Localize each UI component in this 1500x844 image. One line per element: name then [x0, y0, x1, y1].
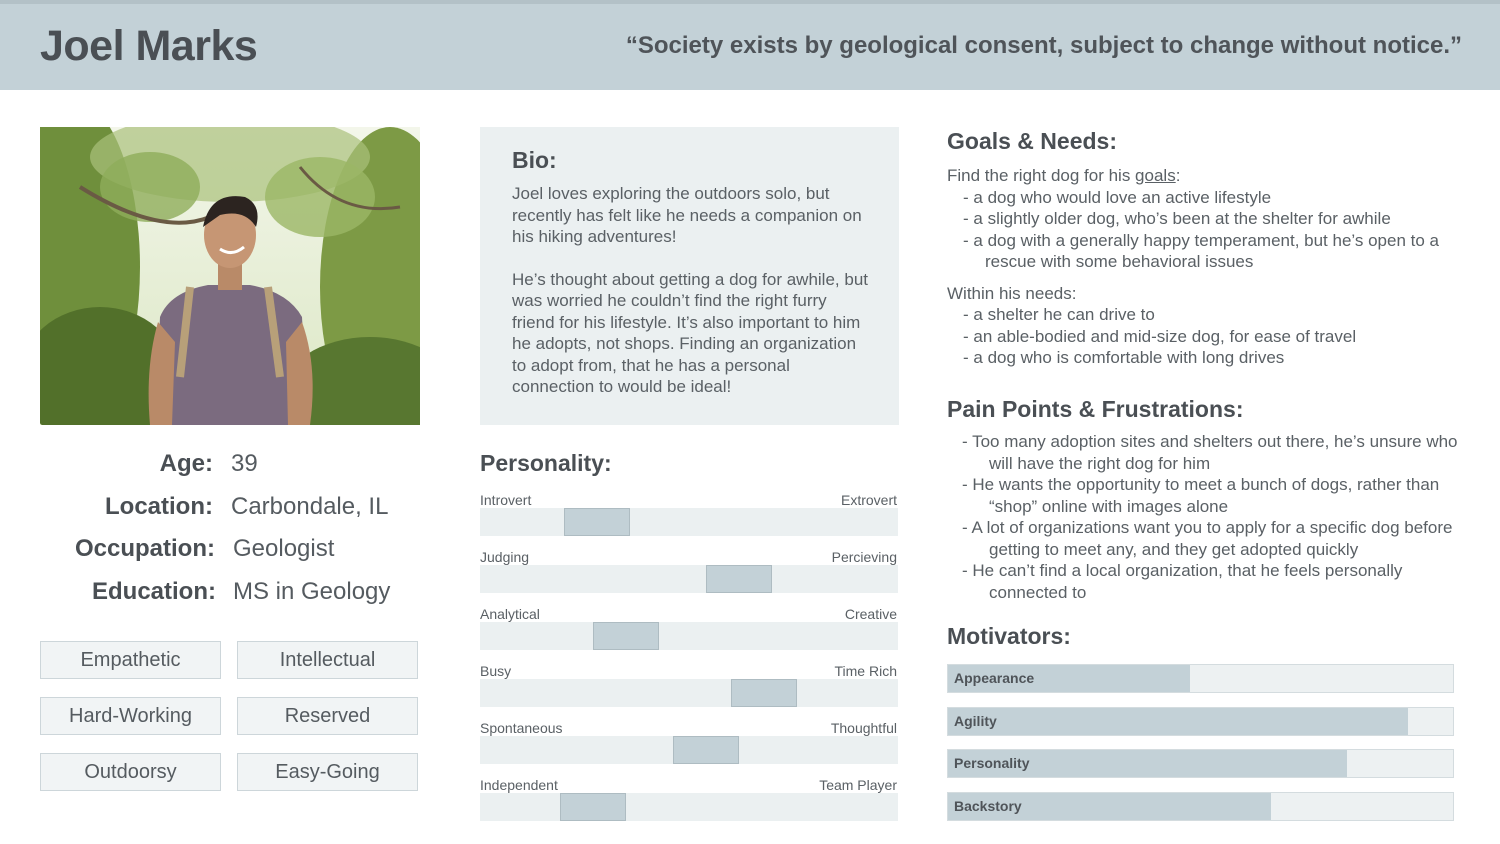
- education-value: MS in Geology: [233, 578, 391, 605]
- list-item: - a slightly older dog, who’s been at the shelter for awhile: [947, 208, 1477, 230]
- trait-chip: Intellectual: [237, 641, 418, 679]
- personality-slider: [480, 492, 899, 537]
- age-label: Age:: [159, 450, 213, 477]
- motivator-bar: [947, 792, 1454, 821]
- slider-thumb: [560, 793, 626, 821]
- persona-quote: “Society exists by geological consent, subject to change without notice.”: [625, 32, 1462, 59]
- motivator-label: Backstory: [954, 798, 1022, 814]
- goals-needs-section: [947, 127, 1477, 379]
- personality-slider: [480, 663, 899, 708]
- slider-track: [480, 622, 898, 650]
- slider-track: [480, 736, 898, 764]
- header-banner: [0, 0, 1500, 90]
- trait-chip: Empathetic: [40, 641, 221, 679]
- slider-thumb: [673, 736, 739, 764]
- pain-points-list: [947, 431, 1482, 603]
- pain-points-title: Pain Points & Frustrations:: [947, 396, 1244, 422]
- slider-right-label: Percieving: [831, 549, 897, 565]
- list-item: - Too many adoption sites and shelters out there, he’s unsure who will have the right dog for him: [947, 431, 1482, 474]
- trait-chip: Reserved: [237, 697, 418, 735]
- slider-right-label: Creative: [844, 606, 897, 622]
- slider-track: [480, 508, 898, 536]
- personality-title: Personality:: [480, 450, 612, 476]
- list-item: - a dog who is comfortable with long drives: [947, 347, 1477, 369]
- persona-photo: [40, 127, 420, 425]
- occupation-label: Occupation:: [74, 535, 215, 562]
- bio-title: Bio:: [512, 147, 557, 173]
- motivator-bar: [947, 664, 1454, 693]
- motivator-fill: [948, 708, 1408, 735]
- personality-slider: [480, 720, 899, 765]
- list-item: - an able-bodied and mid-size dog, for ease of travel: [947, 326, 1477, 348]
- slider-right-label: Extrovert: [840, 492, 897, 508]
- slider-left-label: Busy: [480, 663, 512, 679]
- goals-intro-colon: :: [1175, 166, 1181, 185]
- personality-slider: [480, 606, 899, 651]
- list-item: - A lot of organizations want you to apply for a specific dog before getting to meet any, and they get adopted quickly: [947, 517, 1482, 560]
- goals-title: Goals & Needs:: [947, 128, 1117, 154]
- slider-left-label: Spontaneous: [480, 720, 563, 736]
- trait-chip: Easy-Going: [237, 753, 418, 791]
- slider-thumb: [731, 679, 797, 707]
- bio-panel: [480, 127, 899, 425]
- persona-name: Joel Marks: [40, 22, 258, 70]
- bio-paragraph: He’s thought about getting a dog for awhile, but was worried he couldn’t find the right furry friend for his lifestyle. It’s also important to him he adopts, not shops. Finding an organization to adopt from, that he has a personal connection to would be ideal!: [512, 269, 868, 396]
- slider-thumb: [593, 622, 659, 650]
- slider-thumb: [706, 565, 772, 593]
- pain-points-section: [947, 395, 1482, 603]
- motivator-bar: [947, 749, 1454, 778]
- bio-paragraph: Joel loves exploring the outdoors solo, but recently has felt like he needs a companion on his hiking adventures!: [512, 184, 862, 246]
- needs-intro: Within his needs:: [947, 283, 1077, 303]
- personality-slider: [480, 777, 899, 822]
- motivator-bar: [947, 707, 1454, 736]
- slider-left-label: Introvert: [480, 492, 532, 508]
- slider-track: [480, 793, 898, 821]
- slider-right-label: Team Player: [819, 777, 897, 793]
- slider-track: [480, 679, 898, 707]
- goals-intro: [947, 165, 1477, 187]
- motivator-label: Personality: [954, 755, 1030, 771]
- list-item: - a shelter he can drive to: [947, 304, 1477, 326]
- occupation-value: Geologist: [233, 535, 335, 562]
- location-label: Location:: [105, 493, 213, 520]
- education-label: Education:: [92, 578, 216, 605]
- slider-left-label: Judging: [480, 549, 530, 565]
- list-item: - He can’t find a local organization, that he feels personally connected to: [947, 560, 1482, 603]
- slider-left-label: Independent: [480, 777, 558, 793]
- motivators-title: Motivators:: [947, 623, 1071, 649]
- slider-left-label: Analytical: [480, 606, 540, 622]
- goals-link: goals: [1135, 166, 1176, 185]
- trait-chip: Outdoorsy: [40, 753, 221, 791]
- location-value: Carbondale, IL: [231, 493, 389, 520]
- goals-list: [947, 187, 1477, 273]
- needs-list: [947, 304, 1477, 369]
- slider-thumb: [564, 508, 630, 536]
- slider-right-label: Thoughtful: [830, 720, 897, 736]
- age-value: 39: [231, 450, 258, 477]
- motivator-label: Agility: [954, 713, 997, 729]
- list-item: - a dog with a generally happy temperament, but he’s open to a rescue with some behavioral issues: [947, 230, 1477, 273]
- goals-intro-text: Find the right dog for his: [947, 166, 1136, 185]
- personality-slider: [480, 549, 899, 594]
- slider-right-label: Time Rich: [834, 663, 897, 679]
- motivator-label: Appearance: [954, 670, 1035, 686]
- trait-chip: Hard-Working: [40, 697, 221, 735]
- list-item: - He wants the opportunity to meet a bunch of dogs, rather than “shop” online with images alone: [947, 474, 1482, 517]
- slider-track: [480, 565, 898, 593]
- list-item: - a dog who would love an active lifestyle: [947, 187, 1477, 209]
